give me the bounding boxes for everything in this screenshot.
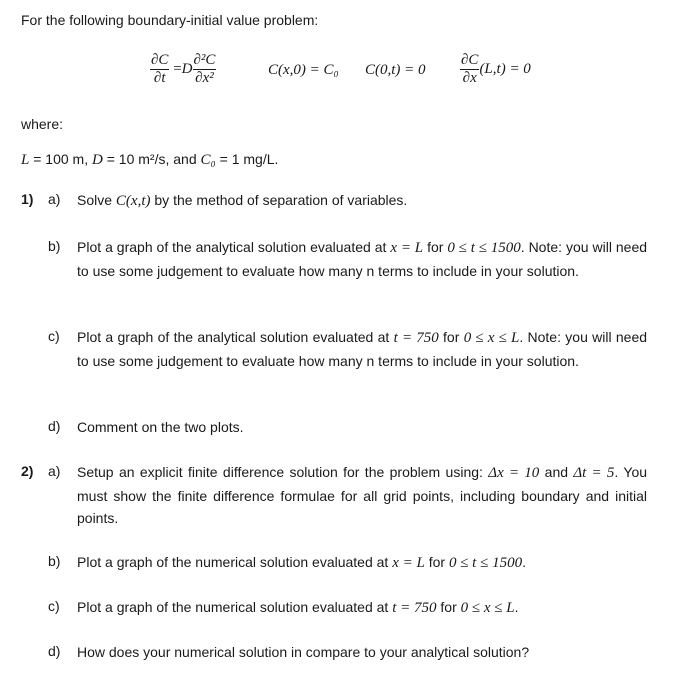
q1b-label: b) xyxy=(48,238,61,254)
parameters-line: L = 100 m, D = 10 m²/s, and C₀ = 1 mg/L. xyxy=(21,151,279,168)
q2a-label: a) xyxy=(48,463,61,479)
pde-equation: $\frac{\partial C}{\partial t}$ =D $\frac{\text{∂²C}}{\text{∂x²}}$ xyxy=(151,52,216,86)
q2c-label: c) xyxy=(48,598,60,614)
question-1-number: 1) xyxy=(21,191,34,207)
q1d-text: Comment on the two plots. xyxy=(77,419,244,435)
q2c-text: Plot a graph of the numerical solution evaluated at t = 750 for 0 ≤ x ≤ L. xyxy=(77,599,519,616)
right-boundary-condition: $\frac{\partial C}{\partial x}$ (L,t) = 0 xyxy=(461,52,531,86)
question-2-number: 2) xyxy=(21,463,34,479)
q2a-text: Setup an explicit finite difference solution for the problem using: Δx = 10 and Δt = 5. You must show the finite difference formulae for all grid points, including boundary and initial points. xyxy=(77,464,648,526)
intro-text: For the following boundary-initial value problem: xyxy=(21,12,319,28)
initial-condition: C(x,0) = C₀ xyxy=(268,62,339,78)
q2d-text: How does your numerical solution in compare to your analytical solution? xyxy=(77,644,530,660)
q1c-text: Plot a graph of the analytical solution evaluated at t = 750 for 0 ≤ x ≤ L. Note: you will need to use some judgement to evaluate how many n terms to include in your solution. xyxy=(77,329,648,369)
q1d-label: d) xyxy=(48,418,61,434)
q2d-label: d) xyxy=(48,643,61,659)
q1c-label: c) xyxy=(48,328,60,344)
q1a-text: Solve C(x,t) by the method of separation of variables. xyxy=(77,192,408,209)
q1a-label: a) xyxy=(48,191,61,207)
q1b-text: Plot a graph of the analytical solution evaluated at x = L for 0 ≤ t ≤ 1500. Note: you will need to use some judgement to evaluate how many n terms to include in your solution. xyxy=(77,239,648,279)
q2b-text: Plot a graph of the numerical solution evaluated at x = L for 0 ≤ t ≤ 1500. xyxy=(77,554,526,571)
where-label: where: xyxy=(21,116,64,132)
left-boundary-condition: C(0,t) = 0 xyxy=(365,62,426,78)
q2b-label: b) xyxy=(48,553,61,569)
